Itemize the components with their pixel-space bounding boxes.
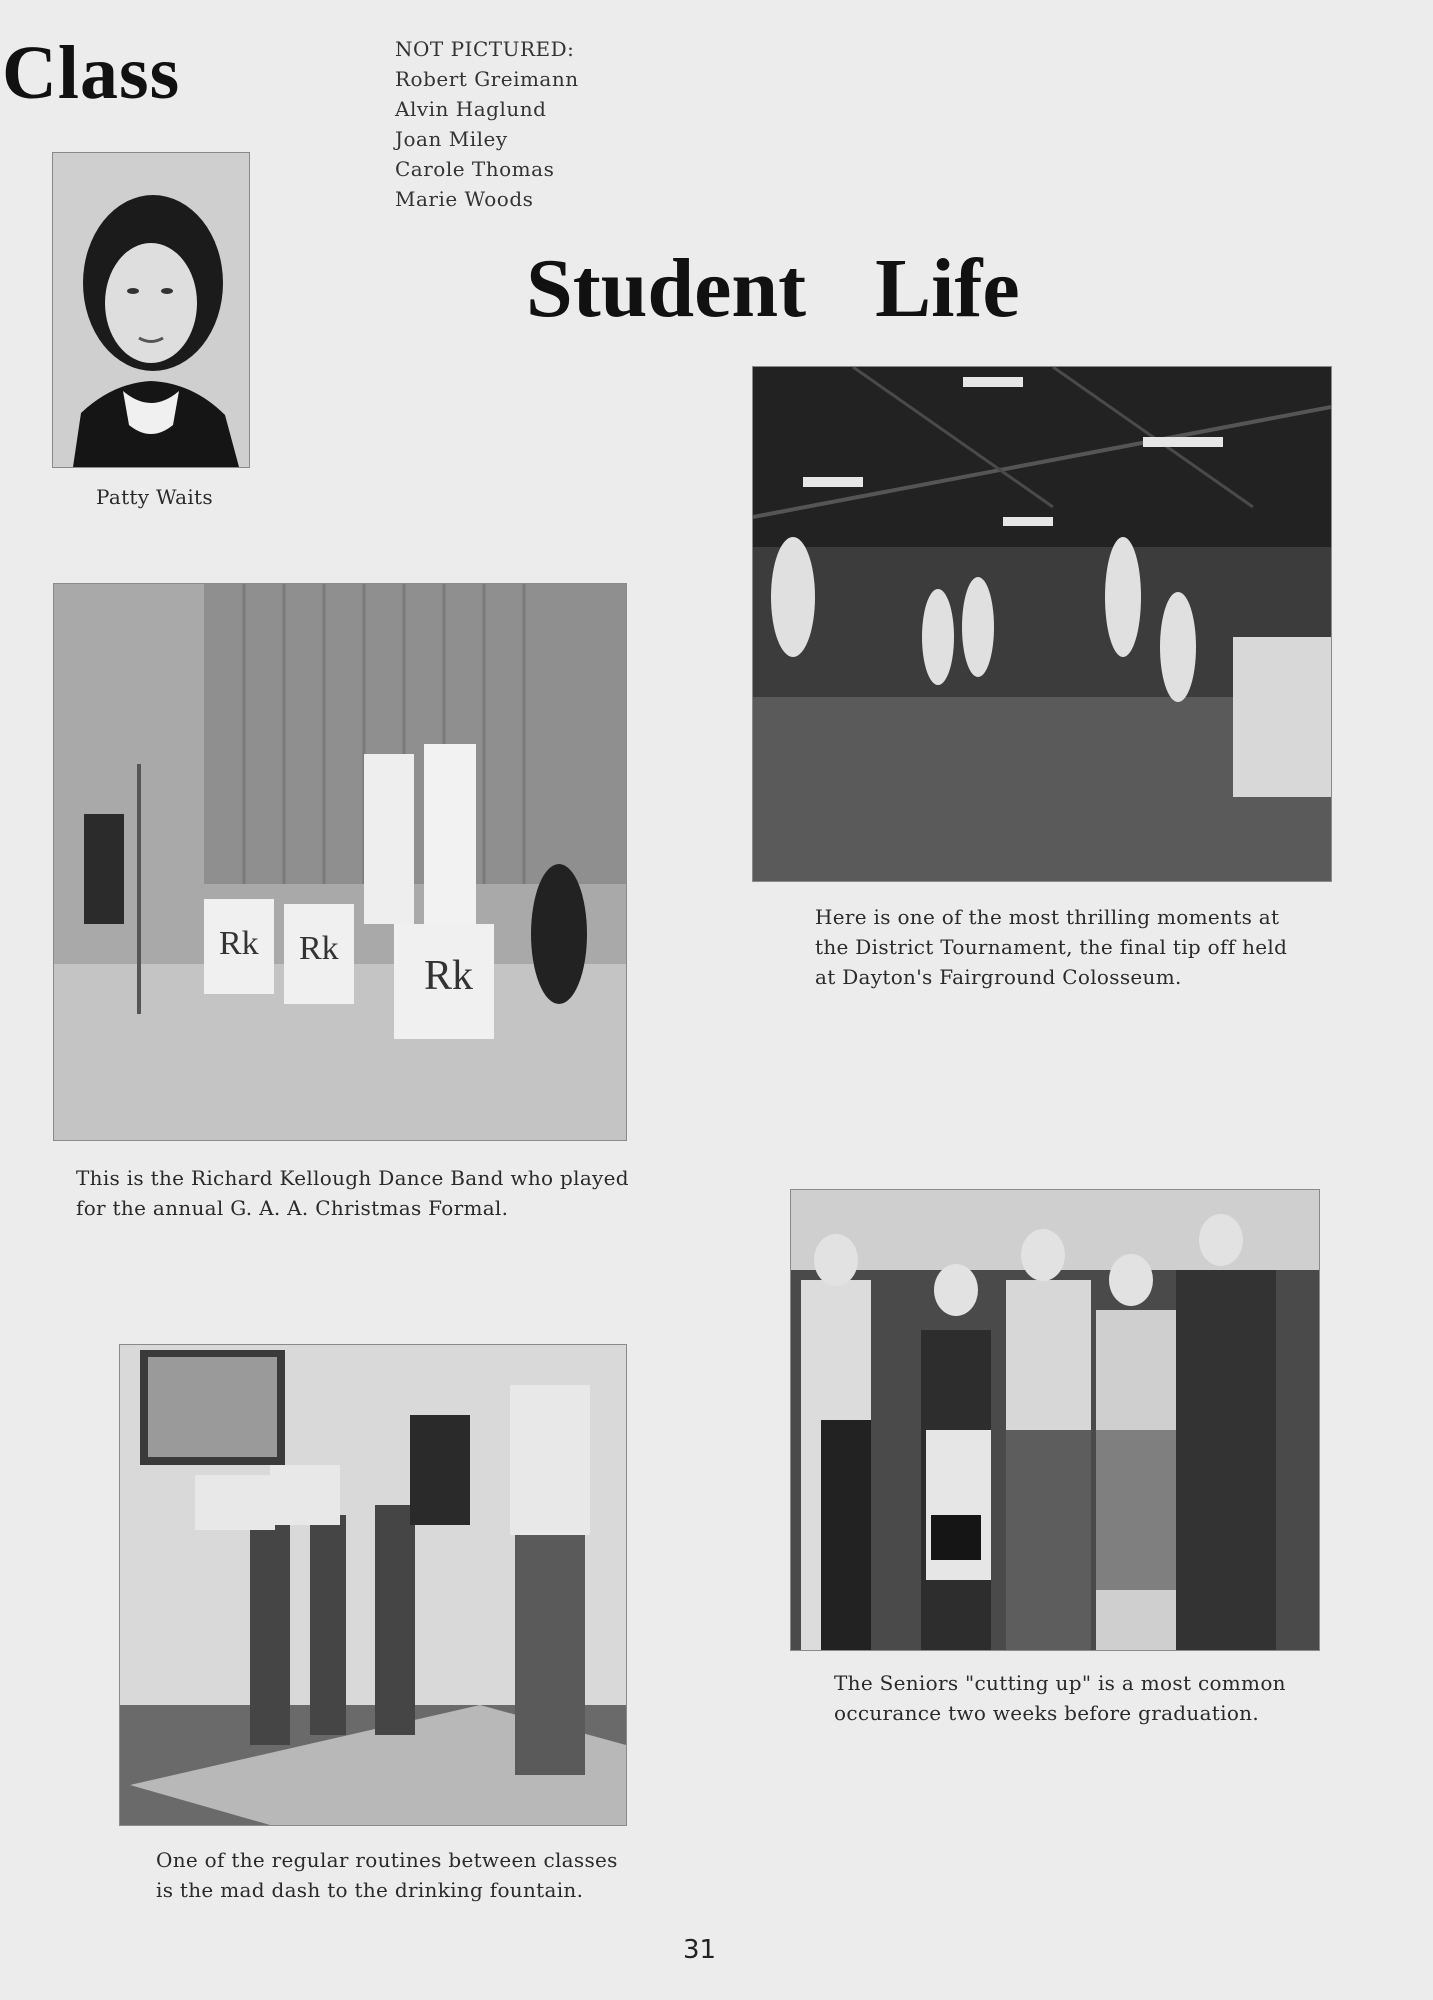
portrait-caption: Patty Waits [96,485,213,509]
caption-line: This is the Richard Kellough Dance Band who played [76,1166,629,1190]
stand-monogram: Rk [424,953,474,999]
seniors-photo [790,1189,1320,1651]
page-number: 31 [683,1935,717,1965]
section-label: Class [2,31,181,115]
caption-line: occurance two weeks before graduation. [834,1701,1260,1725]
seniors-caption [834,1668,1286,1728]
dance-band-caption [76,1163,629,1223]
not-pictured-name: Robert Greimann [395,67,579,91]
caption-line: One of the regular routines between classes [156,1848,618,1872]
drinking-fountain-photo [119,1344,627,1826]
caption-line: at Dayton's Fairground Colosseum. [815,965,1182,989]
portrait-photo [52,152,250,468]
not-pictured-name: Marie Woods [395,187,534,211]
caption-line: Here is one of the most thrilling moments at [815,905,1280,929]
page-title: Student Life [526,242,1020,335]
not-pictured-name: Alvin Haglund [395,97,547,121]
caption-line: is the mad dash to the drinking fountain. [156,1878,584,1902]
basketball-photo [752,366,1332,882]
drinking-fountain-caption [156,1845,618,1905]
caption-line: for the annual G. A. A. Christmas Formal. [76,1196,509,1220]
stand-monogram: Rk [219,925,259,962]
not-pictured-name: Joan Miley [395,127,508,151]
dance-band-photo [53,583,627,1141]
caption-line: The Seniors "cutting up" is a most common [834,1671,1286,1695]
not-pictured-heading: NOT PICTURED: [395,37,575,61]
not-pictured-name: Carole Thomas [395,157,555,181]
stand-monogram: Rk [299,930,339,967]
basketball-caption [815,902,1287,992]
caption-line: the District Tournament, the final tip off held [815,935,1288,959]
not-pictured-list [395,34,579,214]
